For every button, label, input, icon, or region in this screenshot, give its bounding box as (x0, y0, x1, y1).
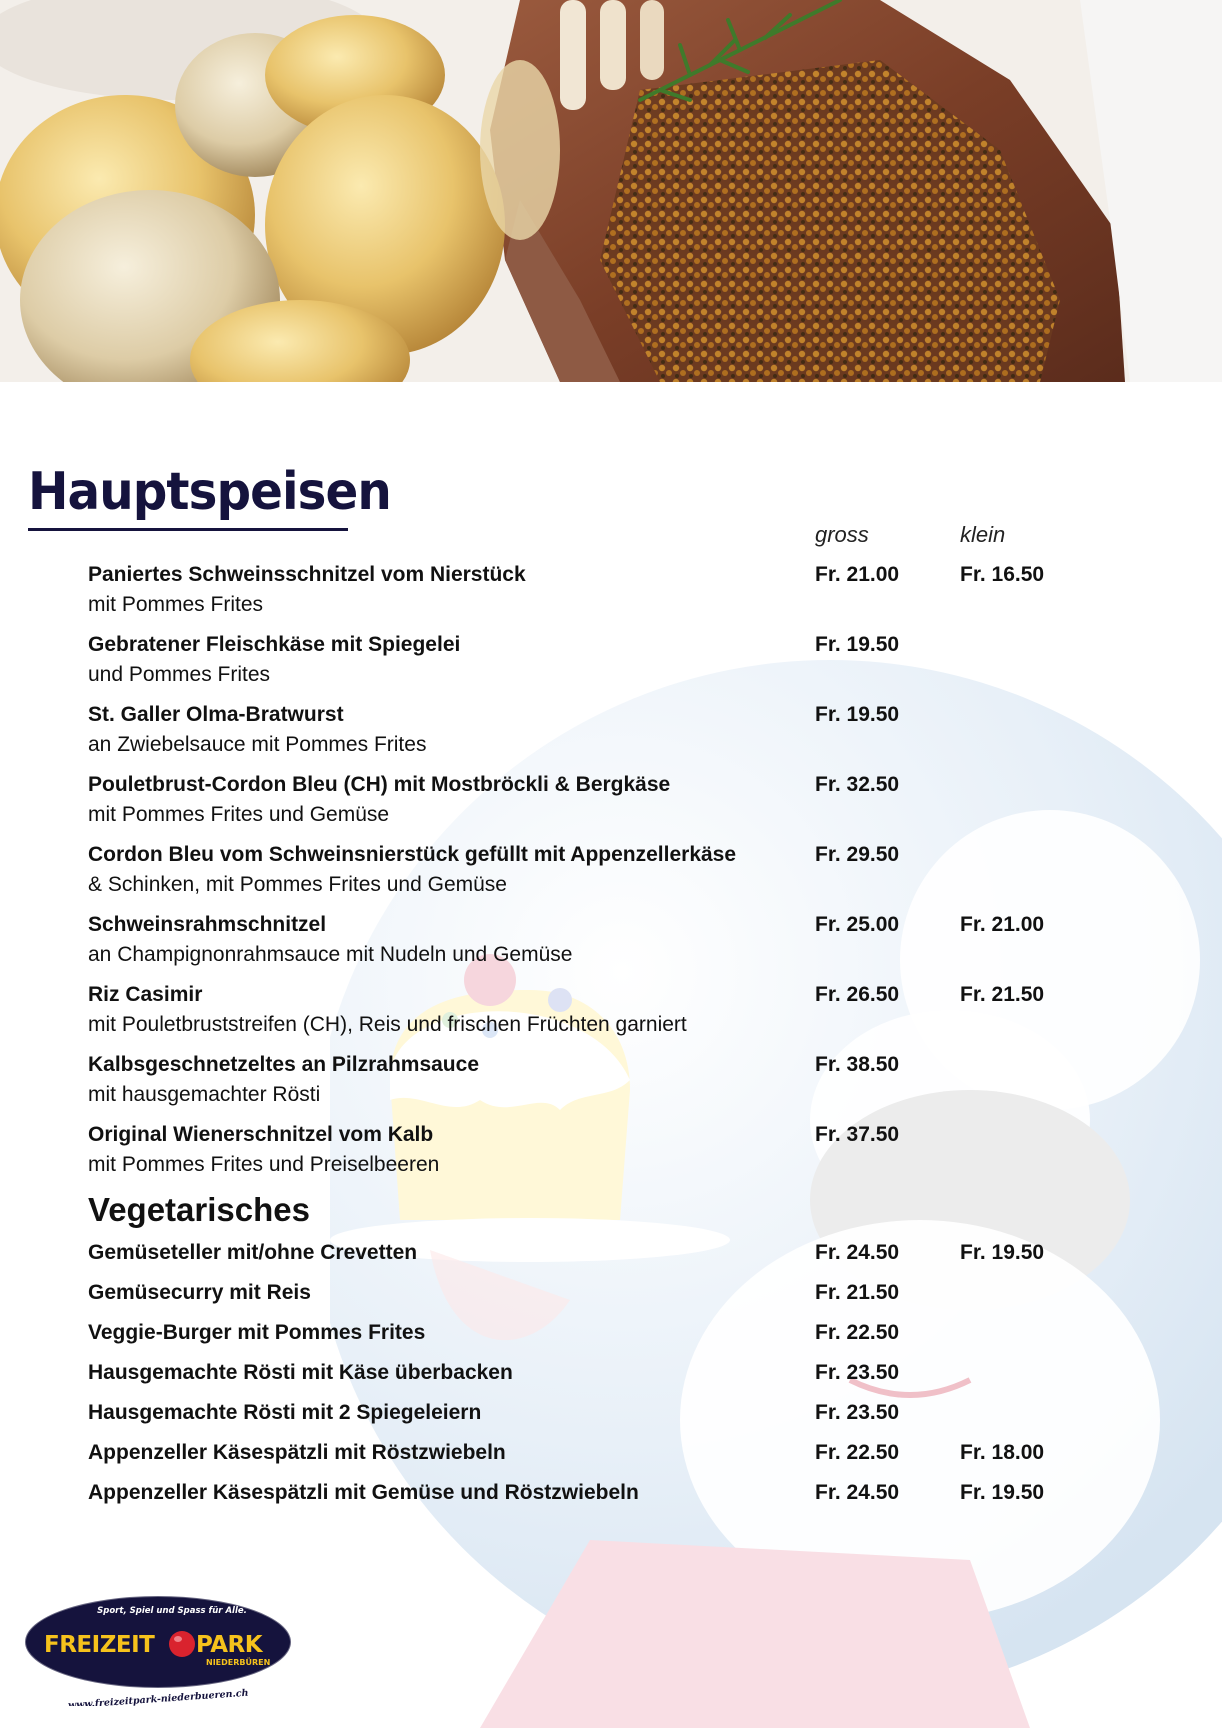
price-gross: Fr. 24.50 (815, 1241, 900, 1264)
menu-item (88, 630, 1088, 700)
menu-item (88, 700, 1088, 770)
header-food-photo (0, 0, 1222, 382)
menu-item (88, 1438, 1088, 1478)
logo-ball-icon (169, 1631, 195, 1657)
price-gross: Fr. 22.50 (815, 1441, 900, 1464)
dish-name: Kalbsgeschnetzeltes an Pilzrahmsauce (88, 1053, 479, 1076)
main-dishes-section (88, 560, 1088, 1190)
dish-description: mit Pouletbruststreifen (CH), Reis und frischen Früchten garniert (88, 1013, 687, 1036)
dish-name: Gemüsecurry mit Reis (88, 1281, 311, 1304)
logo-graphic (22, 1586, 294, 1706)
freizeitpark-logo[interactable] (22, 1586, 294, 1706)
dish-description: & Schinken, mit Pommes Frites und Gemüse (88, 873, 507, 896)
logo-url[interactable]: www.freizeitpark-niederbueren.ch (67, 1687, 249, 1706)
dish-name: Appenzeller Käsespätzli mit Röstzwiebeln (88, 1441, 506, 1464)
dish-name: Veggie-Burger mit Pommes Frites (88, 1321, 426, 1344)
dish-name: Schweinsrahmschnitzel (88, 913, 327, 936)
logo-word-park: PARK (196, 1632, 263, 1658)
menu-item (88, 980, 1088, 1050)
price-gross: Fr. 19.50 (815, 703, 900, 726)
menu-item (88, 1318, 1088, 1358)
price-gross: Fr. 24.50 (815, 1481, 900, 1504)
price-gross: Fr. 25.00 (815, 913, 900, 936)
dish-description: mit Pommes Frites und Gemüse (88, 803, 390, 826)
menu-item (88, 1278, 1088, 1318)
menu-item (88, 1358, 1088, 1398)
logo-place: NIEDERBÜREN (206, 1658, 271, 1667)
menu-item (88, 1398, 1088, 1438)
dish-name: Riz Casimir (88, 983, 203, 1006)
dish-name: Gemüseteller mit/ohne Crevetten (88, 1241, 418, 1264)
price-klein: Fr. 18.00 (960, 1441, 1045, 1464)
dish-name: Gebratener Fleischkäse mit Spiegelei (88, 633, 461, 656)
dish-name: Hausgemachte Rösti mit 2 Spiegeleiern (88, 1401, 482, 1424)
price-klein: Fr. 19.50 (960, 1481, 1045, 1504)
dish-description: mit hausgemachter Rösti (88, 1083, 321, 1106)
section-title-vegetarian: Vegetarisches (88, 1191, 310, 1228)
dish-description: an Zwiebelsauce mit Pommes Frites (88, 733, 427, 756)
page-title: Hauptspeisen (28, 462, 391, 522)
menu-item (88, 910, 1088, 980)
price-klein: Fr. 16.50 (960, 563, 1045, 586)
price-gross: Fr. 21.50 (815, 1281, 900, 1304)
price-gross: Fr. 22.50 (815, 1321, 900, 1344)
price-gross: Fr. 26.50 (815, 983, 900, 1006)
dish-description: mit Pommes Frites und Preiselbeeren (88, 1153, 440, 1176)
price-gross: Fr. 37.50 (815, 1123, 900, 1146)
price-gross: Fr. 23.50 (815, 1401, 900, 1424)
price-klein: Fr. 21.00 (960, 913, 1045, 936)
price-gross: Fr. 19.50 (815, 633, 900, 656)
dish-name: Original Wienerschnitzel vom Kalb (88, 1123, 434, 1146)
title-underline (28, 528, 348, 531)
menu-item (88, 1478, 1088, 1518)
price-klein: Fr. 21.50 (960, 983, 1045, 1006)
menu-item (88, 1050, 1088, 1120)
price-klein: Fr. 19.50 (960, 1241, 1045, 1264)
dish-name: St. Galler Olma-Bratwurst (88, 703, 344, 726)
menu-item (88, 1120, 1088, 1190)
dish-name: Pouletbrust-Cordon Bleu (CH) mit Mostbröckli & Bergkäse (88, 773, 671, 796)
vegetarian-section (88, 1238, 1088, 1518)
price-gross: Fr. 21.00 (815, 563, 900, 586)
menu-item (88, 560, 1088, 630)
dish-description: und Pommes Frites (88, 663, 271, 686)
price-gross: Fr. 23.50 (815, 1361, 900, 1384)
menu-list (88, 560, 1088, 1518)
dish-name: Paniertes Schweinsschnitzel vom Nierstück (88, 563, 526, 586)
dish-name: Hausgemachte Rösti mit Käse überbacken (88, 1361, 513, 1384)
column-header-klein: klein (960, 522, 1006, 547)
dish-description: an Champignonrahmsauce mit Nudeln und Gemüse (88, 943, 573, 966)
dish-name: Cordon Bleu vom Schweinsnierstück gefüllt mit Appenzellerkäse (88, 843, 737, 866)
logo-tagline: Sport, Spiel und Spass für Alle. (97, 1606, 247, 1616)
column-header-gross: gross (815, 522, 869, 547)
price-gross: Fr. 29.50 (815, 843, 900, 866)
food-photo-illustration (0, 0, 1222, 382)
menu-item (88, 770, 1088, 840)
price-gross: Fr. 32.50 (815, 773, 900, 796)
menu-item (88, 840, 1088, 910)
dish-name: Appenzeller Käsespätzli mit Gemüse und Röstzwiebeln (88, 1481, 639, 1504)
price-gross: Fr. 38.50 (815, 1053, 900, 1076)
dish-description: mit Pommes Frites (88, 593, 264, 616)
logo-word-freizeit: FREIZEIT (44, 1632, 155, 1658)
menu-item (88, 1238, 1088, 1278)
